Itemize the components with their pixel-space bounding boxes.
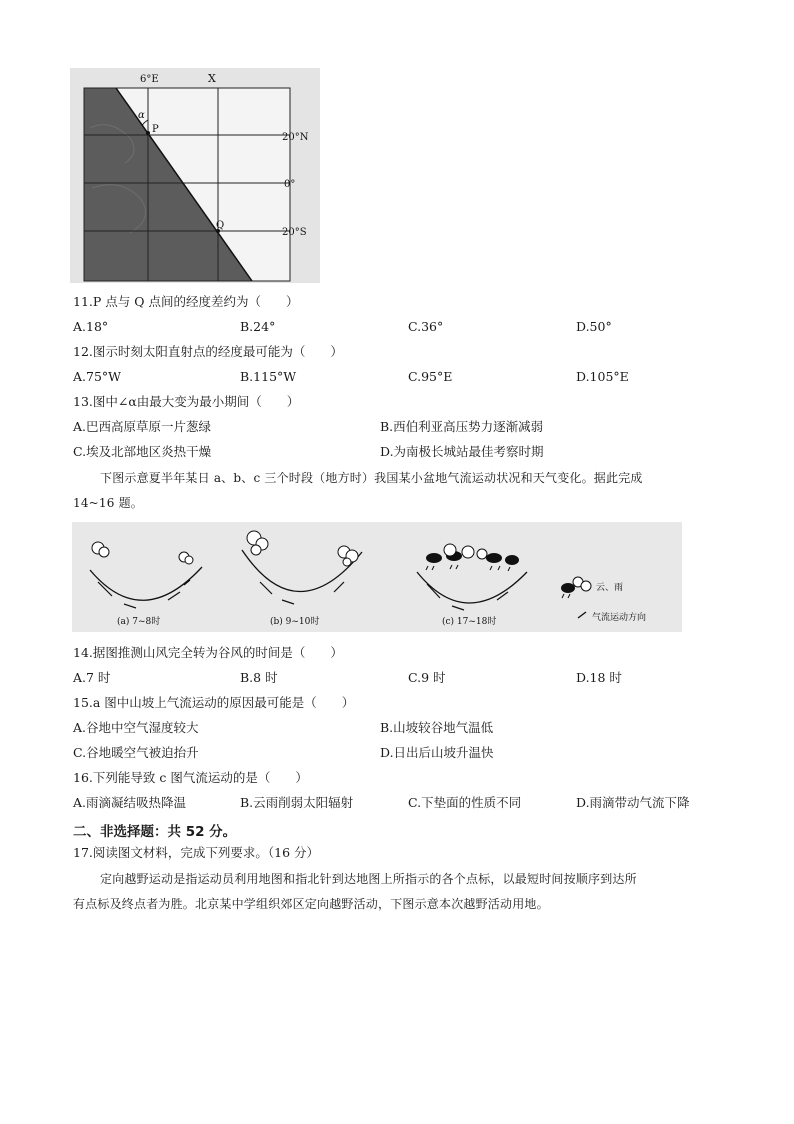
q15-option-d[interactable]: D.日出后山坡升温快 (380, 745, 494, 760)
q16-option-d[interactable]: D.雨滴带动气流下降 (576, 795, 690, 810)
q15-option-c[interactable]: C.谷地暖空气被迫抬升 (73, 745, 199, 760)
caption-b: (b) 9~10时 (270, 617, 320, 627)
q15-option-a[interactable]: A.谷地中空气湿度较大 (73, 720, 199, 735)
valley-wind-svg (72, 522, 682, 632)
caption-c: (c) 17~18时 (442, 617, 497, 627)
q14-option-c[interactable]: C.9 时 (408, 670, 446, 685)
q15-stem: 15.a 图中山坡上气流运动的原因最可能是（ ） (73, 695, 355, 710)
q16-option-c[interactable]: C.下垫面的性质不同 (408, 795, 522, 810)
label-x: X (208, 72, 216, 85)
label-q: Q (216, 220, 225, 231)
q11-option-d[interactable]: D.50° (576, 319, 612, 334)
q14-stem: 14.据图推测山风完全转为谷风的时间是（ ） (73, 645, 343, 660)
figure-valley-wind (72, 522, 682, 632)
label-20s: 20°S (282, 227, 307, 238)
q13-option-c[interactable]: C.埃及北部地区炎热干燥 (73, 444, 212, 459)
section-heading: 二、非选择题：共 52 分。 (73, 824, 237, 840)
q14-option-b[interactable]: B.8 时 (240, 670, 278, 685)
q12-option-b[interactable]: B.115°W (240, 369, 297, 384)
label-20n: 20°N (282, 132, 309, 143)
q14-option-a[interactable]: A.7 时 (73, 670, 111, 685)
q11-option-c[interactable]: C.36° (408, 319, 444, 334)
q13-option-d[interactable]: D.为南极长城站最佳考察时期 (380, 444, 544, 459)
q13-option-b[interactable]: B.西伯利亚高压势力逐渐减弱 (380, 419, 544, 434)
q13-stem: 13.图中∠α由最大变为最小期间（ ） (73, 394, 300, 409)
q11-option-a[interactable]: A.18° (73, 319, 109, 334)
caption-a: (a) 7~8时 (117, 617, 161, 627)
figure2-background (72, 522, 682, 632)
q16-option-b[interactable]: B.云雨削弱太阳辐射 (240, 795, 354, 810)
q12-stem: 12.图示时刻太阳直射点的经度最可能为（ ） (73, 344, 343, 359)
point-p (146, 131, 150, 135)
day-night-map-svg (70, 68, 320, 283)
q14-option-d[interactable]: D.18 时 (576, 670, 622, 685)
intro-14-16-line2: 14~16 题。 (73, 496, 144, 510)
q16-stem: 16.下列能导致 c 图气流运动的是（ ） (73, 770, 308, 785)
intro-14-16-line1: 下图示意夏半年某日 a、b、c 三个时段（地方时）我国某小盆地气流运动状况和天气变化。据此完成 (100, 471, 643, 485)
q17-paragraph-line1: 定向越野运动是指运动员利用地图和指北针到达地图上所指示的各个点标，以最短时间按顺序到达所 (100, 872, 637, 886)
q12-option-a[interactable]: A.75°W (73, 369, 122, 384)
q11-stem: 11.P 点与 Q 点间的经度差约为（ ） (73, 294, 299, 309)
label-p: P (152, 124, 159, 135)
q13-option-a[interactable]: A.巴西高原草原一片葱绿 (73, 419, 212, 434)
legend-cloud-rain-label: 云、雨 (596, 583, 624, 593)
q15-option-b[interactable]: B.山坡较谷地气温低 (380, 720, 494, 735)
q16-option-a[interactable]: A.雨滴凝结吸热降温 (73, 795, 187, 810)
q12-option-d[interactable]: D.105°E (576, 369, 629, 384)
label-6e: 6°E (140, 74, 159, 85)
legend-arrow-label: 气流运动方向 (592, 613, 647, 623)
figure-day-night-map (70, 68, 320, 283)
q17-paragraph-line2: 有点标及终点者为胜。北京某中学组织郊区定向越野活动，下图示意本次越野活动用地。 (73, 897, 549, 911)
q12-option-c[interactable]: C.95°E (408, 369, 453, 384)
label-0: 0° (284, 179, 296, 190)
q11-option-b[interactable]: B.24° (240, 319, 276, 334)
q17-stem: 17.阅读图文材料，完成下列要求。（16 分） (73, 845, 320, 860)
label-alpha: α (138, 110, 145, 121)
